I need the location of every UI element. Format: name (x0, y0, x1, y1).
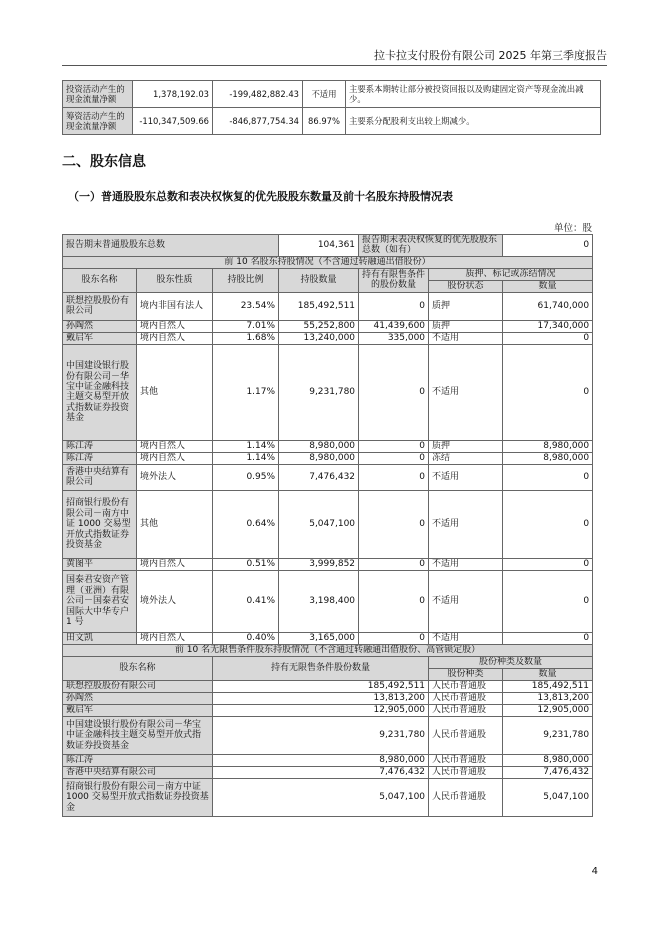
cell-kind: 人民币普通股 (429, 716, 503, 754)
col-header-nature: 股东性质 (137, 268, 213, 292)
cell-status: 不适用 (429, 332, 503, 344)
table-row (63, 108, 601, 135)
table-row (63, 704, 593, 716)
table-row (63, 716, 593, 754)
cell-kind: 人民币普通股 (429, 778, 503, 816)
header-divider (62, 65, 607, 66)
cell-count: 0 (503, 332, 593, 344)
cell-qty: 3,198,400 (279, 570, 359, 632)
cell-restricted: 0 (359, 490, 429, 558)
cell-status: 质押 (429, 320, 503, 332)
cell-qty: 55,252,800 (279, 320, 359, 332)
cell-kind: 人民币普通股 (429, 704, 503, 716)
table-row (63, 452, 593, 464)
cell-count: 0 (503, 344, 593, 440)
cell-qty: 3,165,000 (279, 632, 359, 644)
cell-name: 中国建设银行股份有限公司－华宝中证金融科技主题交易型开放式指数证券投资基金 (63, 344, 137, 440)
col-header-qty: 持有无限售条件股份数量 (213, 656, 429, 680)
summary-pref-label: 报告期末表决权恢复的优先股股东总数（如有） (359, 235, 503, 257)
cell-count: 0 (503, 632, 593, 644)
cell-nature: 境外法人 (137, 464, 213, 490)
cell-count: 0 (503, 464, 593, 490)
cell-name: 田文凯 (63, 632, 137, 644)
table-row (63, 570, 593, 632)
table-row (63, 292, 593, 320)
cell-ratio: 0.41% (213, 570, 279, 632)
cell-nature: 境内自然人 (137, 558, 213, 570)
col-header-kind-group: 股份种类及数量 (429, 656, 593, 668)
cell-ratio: 1.14% (213, 440, 279, 452)
cell-nature: 境内自然人 (137, 452, 213, 464)
table-row (63, 558, 593, 570)
cell-count: 13,813,200 (503, 692, 593, 704)
cashflow-reason: 主要系分配股利支出较上期减少。 (346, 108, 601, 135)
cell-nature: 境内自然人 (137, 632, 213, 644)
cell-count: 7,476,432 (503, 766, 593, 778)
cell-ratio: 0.64% (213, 490, 279, 558)
cashflow-prior: -846,877,754.34 (213, 108, 303, 135)
cell-ratio: 1.17% (213, 344, 279, 440)
cell-restricted: 0 (359, 452, 429, 464)
cell-count: 9,231,780 (503, 716, 593, 754)
cell-count: 0 (503, 570, 593, 632)
table-row (63, 344, 593, 440)
col-header-name: 股东名称 (63, 656, 213, 680)
cell-ratio: 0.51% (213, 558, 279, 570)
summary-common-value: 104,361 (279, 235, 359, 257)
cell-name: 陈江涛 (63, 754, 213, 766)
cell-nature: 其他 (137, 344, 213, 440)
unrestricted-title-row (63, 644, 593, 656)
cell-qty: 185,492,511 (213, 680, 429, 692)
table-row (63, 632, 593, 644)
col-header-status: 股份状态 (429, 280, 503, 292)
col-header-qty: 持股数量 (279, 268, 359, 292)
cell-qty: 13,813,200 (213, 692, 429, 704)
cell-status: 不适用 (429, 464, 503, 490)
summary-row (63, 235, 593, 257)
cell-count: 17,340,000 (503, 320, 593, 332)
cell-status: 不适用 (429, 570, 503, 632)
col-header-count: 数量 (503, 668, 593, 680)
cell-qty: 3,999,852 (279, 558, 359, 570)
unrestricted-title: 前 10 名无限售条件股东持股情况（不含通过转融通出借股份、高管锁定股） (63, 644, 593, 656)
cell-qty: 9,231,780 (213, 716, 429, 754)
cell-ratio: 0.95% (213, 464, 279, 490)
header-row (63, 656, 593, 668)
cashflow-reason: 主要系本期转让部分被投资回报以及购建固定资产等现金流出减少。 (346, 81, 601, 108)
cell-name: 招商银行股份有限公司－南方中证 1000 交易型开放式指数证券投资基金 (63, 490, 137, 558)
cell-status: 质押 (429, 440, 503, 452)
cell-name: 戴启军 (63, 704, 213, 716)
cashflow-item: 投资活动产生的现金流量净额 (63, 81, 133, 108)
cell-restricted: 0 (359, 440, 429, 452)
cell-qty: 13,240,000 (279, 332, 359, 344)
cell-restricted: 0 (359, 292, 429, 320)
table-row (63, 692, 593, 704)
section-title: 二、股东信息 (62, 154, 146, 170)
cell-status: 冻结 (429, 452, 503, 464)
table-row (63, 754, 593, 766)
cashflow-current: 1,378,192.03 (133, 81, 213, 108)
header-row (63, 268, 593, 280)
cell-qty: 5,047,100 (279, 490, 359, 558)
cell-ratio: 23.54% (213, 292, 279, 320)
cell-name: 联想控股股份有限公司 (63, 680, 213, 692)
cell-qty: 8,980,000 (279, 440, 359, 452)
cell-restricted: 0 (359, 344, 429, 440)
col-header-restricted: 持有有限售条件的股份数量 (359, 268, 429, 292)
shareholders-table (62, 234, 593, 817)
cell-count: 0 (503, 490, 593, 558)
cell-nature: 其他 (137, 490, 213, 558)
cashflow-prior: -199,482,882.43 (213, 81, 303, 108)
cell-restricted: 0 (359, 570, 429, 632)
summary-common-label: 报告期末普通股股东总数 (63, 235, 279, 257)
cell-count: 8,980,000 (503, 452, 593, 464)
table-row (63, 464, 593, 490)
cell-nature: 境内自然人 (137, 332, 213, 344)
cashflow-current: -110,347,509.66 (133, 108, 213, 135)
table-row (63, 332, 593, 344)
table-row (63, 680, 593, 692)
cell-qty: 7,476,432 (213, 766, 429, 778)
cell-restricted: 335,000 (359, 332, 429, 344)
cell-kind: 人民币普通股 (429, 680, 503, 692)
cell-ratio: 1.14% (213, 452, 279, 464)
cell-ratio: 0.40% (213, 632, 279, 644)
cell-qty: 8,980,000 (279, 452, 359, 464)
table-row (63, 81, 601, 108)
cell-qty: 9,231,780 (279, 344, 359, 440)
cell-qty: 5,047,100 (213, 778, 429, 816)
cell-name: 黄图平 (63, 558, 137, 570)
top10-title-row (63, 256, 593, 268)
col-header-ratio: 持股比例 (213, 268, 279, 292)
table-row (63, 490, 593, 558)
cell-status: 不适用 (429, 490, 503, 558)
cell-qty: 8,980,000 (213, 754, 429, 766)
cell-restricted: 0 (359, 464, 429, 490)
cell-status: 不适用 (429, 344, 503, 440)
cell-status: 不适用 (429, 632, 503, 644)
cell-name: 孙陶然 (63, 320, 137, 332)
cell-nature: 境内自然人 (137, 440, 213, 452)
col-header-kind: 股份种类 (429, 668, 503, 680)
cell-restricted: 0 (359, 558, 429, 570)
cell-qty: 12,905,000 (213, 704, 429, 716)
cell-kind: 人民币普通股 (429, 766, 503, 778)
cashflow-table (62, 80, 601, 135)
cell-ratio: 1.68% (213, 332, 279, 344)
unit-label: 单位：股 (553, 223, 592, 234)
cell-kind: 人民币普通股 (429, 754, 503, 766)
cell-count: 8,980,000 (503, 440, 593, 452)
cell-name: 孙陶然 (63, 692, 213, 704)
cell-status: 不适用 (429, 558, 503, 570)
cell-name: 陈江涛 (63, 452, 137, 464)
table-row (63, 440, 593, 452)
cell-nature: 境内自然人 (137, 320, 213, 332)
cell-name: 香港中央结算有限公司 (63, 464, 137, 490)
table-row (63, 320, 593, 332)
cell-name: 戴启军 (63, 332, 137, 344)
cell-name: 陈江涛 (63, 440, 137, 452)
report-title: 拉卡拉支付股份有限公司 2025 年第三季度报告 (374, 49, 607, 62)
cell-name: 招商银行股份有限公司－南方中证 1000 交易型开放式指数证券投资基金 (63, 778, 213, 816)
cell-ratio: 7.01% (213, 320, 279, 332)
cell-count: 12,905,000 (503, 704, 593, 716)
cell-count: 5,047,100 (503, 778, 593, 816)
cell-qty: 7,476,432 (279, 464, 359, 490)
col-header-name: 股东名称 (63, 268, 137, 292)
section-subtitle: （一）普通股股东总数和表决权恢复的优先股股东数量及前十名股东持股情况表 (68, 190, 453, 203)
cell-status: 质押 (429, 292, 503, 320)
cell-name: 香港中央结算有限公司 (63, 766, 213, 778)
table-row (63, 766, 593, 778)
cell-name: 联想控股股份有限公司 (63, 292, 137, 320)
top10-title: 前 10 名股东持股情况（不含通过转融通出借股份） (63, 256, 593, 268)
cell-name: 中国建设银行股份有限公司－华宝中证金融科技主题交易型开放式指数证券投资基金 (63, 716, 213, 754)
cell-count: 185,492,511 (503, 680, 593, 692)
cashflow-change: 86.97% (303, 108, 346, 135)
cell-count: 0 (503, 558, 593, 570)
cell-count: 8,980,000 (503, 754, 593, 766)
page-number: 4 (591, 866, 598, 877)
cell-qty: 185,492,511 (279, 292, 359, 320)
cell-restricted: 41,439,600 (359, 320, 429, 332)
cell-nature: 境外法人 (137, 570, 213, 632)
cell-count: 61,740,000 (503, 292, 593, 320)
cashflow-change: 不适用 (303, 81, 346, 108)
col-header-count: 数量 (503, 280, 593, 292)
summary-pref-value: 0 (503, 235, 593, 257)
cell-nature: 境内非国有法人 (137, 292, 213, 320)
table-row (63, 778, 593, 816)
cell-name: 国泰君安资产管理（亚洲）有限公司－国泰君安国际大中华专户 1 号 (63, 570, 137, 632)
cell-kind: 人民币普通股 (429, 692, 503, 704)
cell-restricted: 0 (359, 632, 429, 644)
cashflow-item: 筹资活动产生的现金流量净额 (63, 108, 133, 135)
col-header-pledge: 质押、标记或冻结情况 (429, 268, 593, 280)
